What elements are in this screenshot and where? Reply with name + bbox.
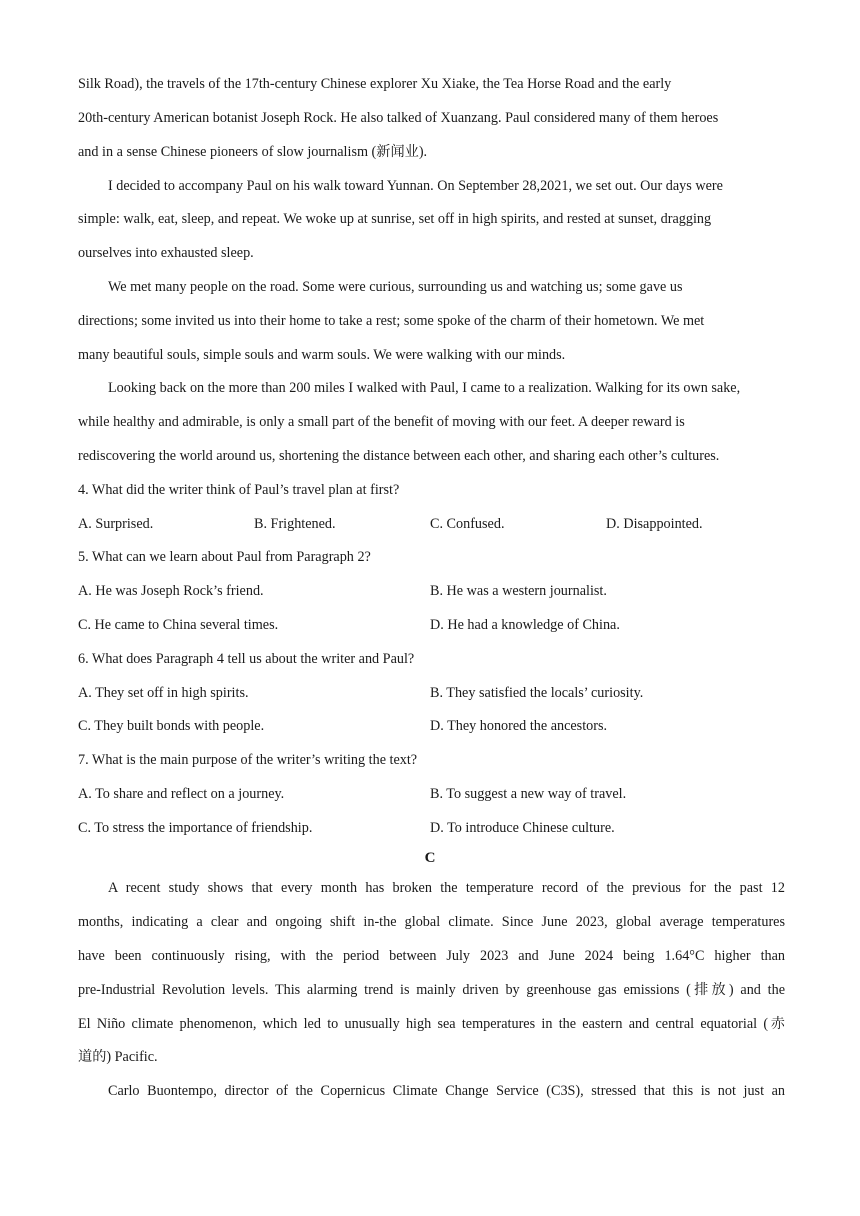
question-5-stem: 5. What can we learn about Paul from Paragraph 2?	[78, 549, 371, 565]
question-4-option-b: B. Frightened.	[254, 516, 336, 532]
question-7-stem: 7. What is the main purpose of the writer’s writing the text?	[78, 752, 418, 768]
question-7-option-d: D. To introduce Chinese culture.	[430, 820, 615, 836]
passage-b-para2-line3: ourselves into exhausted sleep.	[78, 245, 254, 261]
question-4-option-c: C. Confused.	[430, 516, 505, 532]
passage-b-para4-line3: rediscovering the world around us, shortening the distance between each other, and sharing each other’s cultures.	[78, 448, 720, 464]
question-6-option-b: B. They satisfied the locals’ curiosity.	[430, 685, 644, 701]
question-5-option-b: B. He was a western journalist.	[430, 583, 607, 599]
passage-c-heading: C	[424, 850, 436, 866]
passage-c-para1-line2: months, indicating a clear and ongoing shift in-the global climate. Since June 2023, global average temperatures	[78, 914, 785, 930]
passage-b-para3-line3: many beautiful souls, simple souls and warm souls. We were walking with our minds.	[78, 347, 566, 363]
passage-b-para2-line2: simple: walk, eat, sleep, and repeat. We woke up at sunrise, set off in high spirits, and rested at sunset, dragging	[78, 211, 712, 227]
question-6-option-c: C. They built bonds with people.	[78, 718, 265, 734]
question-7-option-a: A. To share and reflect on a journey.	[78, 786, 285, 802]
passage-b-para1-line3: and in a sense Chinese pioneers of slow journalism (新闻业).	[78, 144, 428, 160]
question-6-option-a: A. They set off in high spirits.	[78, 685, 249, 701]
passage-c-para1-line3: have been continuously rising, with the period between July 2023 and June 2024 being 1.64°C higher than	[78, 948, 785, 964]
passage-b-para1-line2: 20th-century American botanist Joseph Rock. He also talked of Xuanzang. Paul considered many of them heroes	[78, 110, 719, 126]
passage-c-para1-line5: El Niño climate phenomenon, which led to unusually high sea temperatures in the eastern and central equatorial (赤	[78, 1016, 785, 1032]
passage-b-para2-line1: I decided to accompany Paul on his walk toward Yunnan. On September 28,2021, we set out. Our days were	[108, 178, 723, 194]
question-5-option-c: C. He came to China several times.	[78, 617, 279, 633]
question-7-option-b: B. To suggest a new way of travel.	[430, 786, 627, 802]
question-4-option-d: D. Disappointed.	[606, 516, 703, 532]
passage-b-para3-line2: directions; some invited us into their home to take a rest; some spoke of the charm of their hometown. We met	[78, 313, 705, 329]
passage-c-para1-line4: pre-Industrial Revolution levels. This alarming trend is mainly driven by greenhouse gas emissions (排放) and the	[78, 982, 785, 998]
question-5-option-d: D. He had a knowledge of China.	[430, 617, 620, 633]
question-4-option-a: A. Surprised.	[78, 516, 154, 532]
passage-c-para1-line1: A recent study shows that every month has broken the temperature record of the previous for the past 12	[108, 880, 785, 896]
question-6-stem: 6. What does Paragraph 4 tell us about the writer and Paul?	[78, 651, 415, 667]
question-7-option-c: C. To stress the importance of friendship.	[78, 820, 313, 836]
passage-b-para1-line1: Silk Road), the travels of the 17th-century Chinese explorer Xu Xiake, the Tea Horse Road and the early	[78, 76, 672, 92]
passage-b-para3-line1: We met many people on the road. Some were curious, surrounding us and watching us; some gave us	[108, 279, 683, 295]
passage-c-para1-line6: 道的) Pacific.	[78, 1049, 158, 1065]
question-5-option-a: A. He was Joseph Rock’s friend.	[78, 583, 264, 599]
question-4-stem: 4. What did the writer think of Paul’s travel plan at first?	[78, 482, 400, 498]
question-6-option-d: D. They honored the ancestors.	[430, 718, 608, 734]
passage-c-para2-line1: Carlo Buontempo, director of the Copernicus Climate Change Service (C3S), stressed that this is not just an	[108, 1083, 785, 1099]
passage-b-para4-line1: Looking back on the more than 200 miles I walked with Paul, I came to a realization. Walking for its own sake,	[108, 380, 741, 396]
passage-b-para4-line2: while healthy and admirable, is only a small part of the benefit of moving with our feet. A deeper reward is	[78, 414, 685, 430]
